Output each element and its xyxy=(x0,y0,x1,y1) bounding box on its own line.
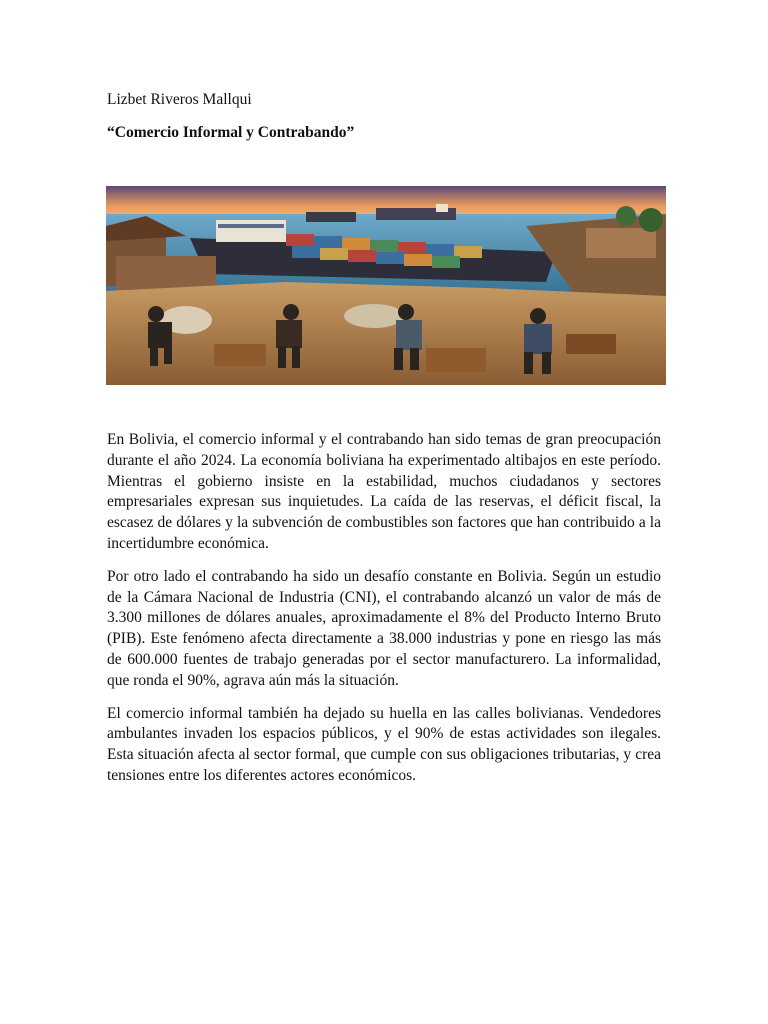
document-title: “Comercio Informal y Contrabando” xyxy=(107,124,355,141)
paragraph-3: El comercio informal también ha dejado su huella en las calles bolivianas. Vendedores ambulantes invaden los espacios públicos, y el 90% de estas actividades son ilegales. Esta situación afecta al sector formal, que cumple con sus obligaciones tributarias, y crea tensiones entre los diferentes actores económicos. xyxy=(107,704,661,784)
paragraph-2: Por otro lado el contrabando ha sido un desafío constante en Bolivia. Según un estudio de la Cámara Nacional de Industria (CNI), el contrabando alcanzó un valor de más de 3.300 millones de dólares anuales, aproximadamente el 8% del Producto Interno Bruto (PIB). Este fenómeno afecta directamente a 38.000 industrias y pone en riesgo las más de 600.000 fuentes de trabajo generadas por el sector manufacturero. La informalidad, que ronda el 90%, agrava aún más la situación. xyxy=(107,567,661,689)
author-name: Lizbet Riveros Mallqui xyxy=(107,91,252,108)
paragraph-1: En Bolivia, el comercio informal y el contrabando han sido temas de gran preocupación durante el año 2024. La economía boliviana ha experimentado altibajos en este período. Mientras el gobierno insiste en la estabilidad, muchos ciudadanos y sectores empresariales expresan sus inquietudes. La caída de las reservas, el déficit fiscal, la escasez de dólares y la subvención de combustibles son factores que han contribuido a la incertidumbre económica. xyxy=(107,431,661,552)
body-text xyxy=(107,430,661,799)
illustration-port-smuggling xyxy=(106,186,666,385)
